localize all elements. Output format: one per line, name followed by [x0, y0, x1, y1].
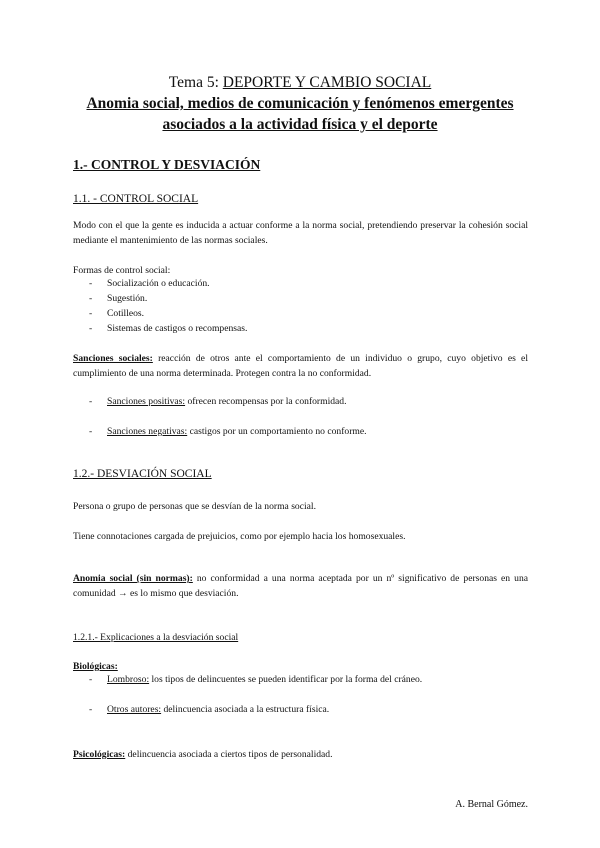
doc-title [0, 74, 600, 92]
sanctions-term: Sanciones sociales: [73, 353, 153, 364]
forms-label: Formas de control social: [73, 265, 171, 276]
list-item-otros: - Otros autores: delincuencia asociada a la estructura física. [89, 704, 330, 715]
control-definition: Modo con el que la gente es inducida a actuar conforme a la norma social, pretendiendo preservar la cohesión social mediante el mantenimiento de las normas sociales. [73, 220, 528, 246]
doc-subtitle-line1: Anomia social, medios de comunicación y fenómenos emergentes [86, 95, 514, 112]
list-item-negative: - Sanciones negativas: castigos por un comportamiento no conforme. [89, 426, 367, 437]
deviation-definition: Persona o grupo de personas que se desvían de la norma social. [73, 501, 316, 512]
psico-term: Psicológicas: [73, 749, 126, 760]
footer-author: A. Bernal Gómez. [455, 799, 528, 810]
list-item: - Cotilleos. [89, 308, 145, 319]
connotations-paragraph: Tiene connotaciones cargada de prejuicios, como por ejemplo hacia los homosexuales. [73, 531, 406, 542]
sanctions-paragraph: Sanciones sociales: reacción de otros ante el comportamiento de un individuo o grupo, cuyo objetivo es el cumplimiento de una norma determinada. Protegen contra la no conformidad. [73, 353, 528, 379]
subsubsection-heading: 1.2.1.- Explicaciones a la desviación social [73, 632, 239, 643]
list-item-positive: - Sanciones positivas: ofrecen recompensas por la conformidad. [89, 396, 347, 407]
list-item: - Sistemas de castigos o recompensas. [89, 323, 248, 334]
subsection-heading-deviation: 1.2.- DESVIACIÓN SOCIAL [73, 468, 212, 480]
anomia-paragraph: Anomia social (sin normas): no conformidad a una norma aceptada por un nº significativo de personas en una comunidad → es lo mismo que desviación. [73, 573, 528, 599]
doc-subtitle-line2: asociados a la actividad física y el deporte [162, 116, 438, 133]
list-item-lombroso: - Lombroso: los tipos de delincuentes se pueden identificar por la forma del cráneo. [89, 674, 423, 685]
anomia-term: Anomia social (sin normas): [73, 573, 193, 584]
subsection-heading-control: 1.1. - CONTROL SOCIAL [73, 193, 199, 205]
psico-paragraph: Psicológicas: delincuencia asociada a ciertos tipos de personalidad. [73, 749, 333, 760]
title-prefix: Tema 5: [168, 74, 223, 91]
section-heading: 1.- CONTROL Y DESVIACIÓN [73, 157, 261, 172]
list-item: - Socialización o educación. [89, 278, 210, 289]
title-main: DEPORTE Y CAMBIO SOCIAL [222, 74, 432, 91]
bio-label: Biológicas: [73, 661, 118, 672]
list-item: - Sugestión. [89, 293, 148, 304]
